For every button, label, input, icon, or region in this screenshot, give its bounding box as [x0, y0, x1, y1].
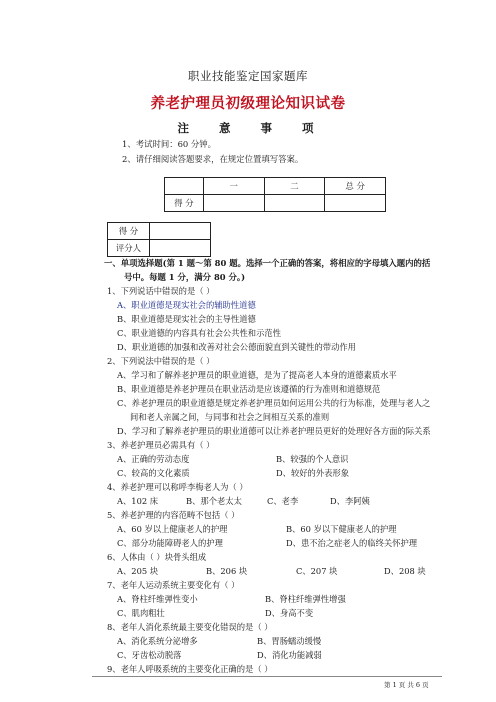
grader-cell-score[interactable]: [149, 223, 210, 240]
q1-option-a: [117, 299, 256, 311]
section1-heading-cont: 号中。每题 1 分，满分 80 分。): [124, 272, 246, 282]
q8-option-b: B、胃肠蠕动缓慢: [257, 636, 322, 646]
q6-option-b: B、206 块: [206, 566, 248, 576]
question-9: 9、老年人呼吸系统的主要变化正确的是（ ）: [107, 664, 273, 674]
q3-option-b: B、较强的个人意识: [276, 454, 349, 464]
q7-option-b: B、脊柱纤维弹性增强: [265, 594, 346, 604]
q3-option-a: A、正确的劳动态度: [117, 454, 190, 464]
q1-option-d: D、职业道德的加强和改善对社会公德面貌直到关键性的带动作用: [117, 342, 356, 352]
question-7: 7、老年人运动系统主要变化有（ ）: [107, 580, 240, 590]
question-8: 8、老年人消化系统最主要变化错误的是（ ）: [107, 622, 273, 632]
grader-label-person: 评分人: [108, 240, 150, 257]
exam-title: 养老护理员初级理论知识试卷: [150, 95, 346, 112]
instruction-2: 2、请仔细阅读答题要求，在规定位置填写答案。: [122, 154, 304, 164]
score-col-1: 一: [203, 178, 264, 195]
question-2: 2、下列说法中错误的是（ ）: [107, 356, 215, 366]
q5-option-d: D、患不治之症老人的临终关怀护理: [286, 538, 418, 548]
q6-option-a: A、205 块: [117, 566, 159, 576]
page-footer: 第 1 页 共 6 页: [384, 681, 429, 689]
score-table: [164, 177, 386, 212]
q2-option-b: B、职业道德是养老护理员在职业活动是应该遵循的行为准则和道德规范: [117, 384, 381, 394]
q6-option-c: C、207 块: [296, 566, 338, 576]
q5-option-b: B、60 岁以下健康老人的护理: [286, 524, 397, 534]
q1-option-c: C、职业道德的内容具有社会公共性和示范性: [117, 328, 281, 338]
grader-table: [107, 222, 211, 257]
score-cell-total[interactable]: [325, 195, 386, 212]
q3-option-d: D、较好的外表形象: [276, 468, 350, 478]
grader-label-score: 得 分: [108, 223, 150, 240]
q5-option-c: C、部分功能障碍老人的护理: [117, 538, 223, 548]
q2-option-d: D、学习和了解养老护理员的职业道德可以让养老护理员更好的处理好各方面的际关系: [117, 426, 431, 436]
score-col-2: 二: [264, 178, 325, 195]
q2-option-c: C、养老护理员的职业道德是规定养老护理员如何运用公共的行为标准，处理与老人之: [117, 398, 431, 408]
q4-option-a: A、102 床: [117, 496, 159, 506]
score-table-corner: [165, 178, 204, 195]
question-3: 3、养老护理员必需具有（ ）: [107, 440, 215, 450]
q2-option-c-cont: 间和老人亲属之间，与同事和社会之间相互关系的准则: [130, 412, 330, 422]
q1-option-a-text: A、职业道德是现实社会的辅助性道德: [117, 300, 256, 310]
instruction-1: 1、考试时间：60 分钟。: [122, 139, 217, 149]
q7-option-c: C、肌肉粗壮: [117, 608, 165, 618]
q7-option-a: A、脊柱纤维弹性变小: [117, 594, 198, 604]
score-cell-2[interactable]: [264, 195, 325, 212]
q7-option-d: D、身高不变: [265, 608, 314, 618]
score-col-total: 总 分: [325, 178, 386, 195]
q4-option-b: B、那个老太太: [186, 496, 242, 506]
question-4: 4、养老护理可以称呼李梅老人为（ ）: [107, 482, 248, 492]
notice-heading: 注 意 事 项: [177, 121, 327, 135]
q4-option-c: C、老李: [267, 496, 299, 506]
q6-option-d: D、208 块: [384, 566, 426, 576]
q8-option-a: A、消化系统分泌增多: [117, 636, 198, 646]
q4-option-d: D、李阿姨: [330, 496, 370, 506]
score-row-label: 得 分: [165, 195, 204, 212]
q8-option-d: D、消化功能减弱: [257, 650, 322, 660]
question-6: 6、人体由（ ）块骨头组成: [107, 552, 207, 562]
score-cell-1[interactable]: [203, 195, 264, 212]
q2-option-a: A、学习和了解养老护理员的职业道德，是为了提高老人本身的道德素质水平: [117, 370, 397, 380]
question-5: 5、养老护理的内容范畴不包括（ ）: [107, 510, 240, 520]
section1-heading: 一、单项选择题(第 1 题～第 80 题。选择一个正确的答案，将相应的字母填入题内的括: [104, 258, 431, 268]
grader-cell-person[interactable]: [149, 240, 210, 257]
org-title: 职业技能鉴定国家题库: [188, 69, 308, 83]
q5-option-a: A、60 岁以上健康老人的护理: [117, 524, 228, 534]
q1-option-b: B、职业道德是现实社会的主导性道德: [117, 314, 256, 324]
question-1: 1、下列说话中错误的是（ ）: [107, 286, 215, 296]
q3-option-c: C、较高的文化素质: [117, 468, 190, 478]
footer-rule: [92, 676, 442, 677]
q8-option-c: C、牙齿松动脱落: [117, 650, 182, 660]
